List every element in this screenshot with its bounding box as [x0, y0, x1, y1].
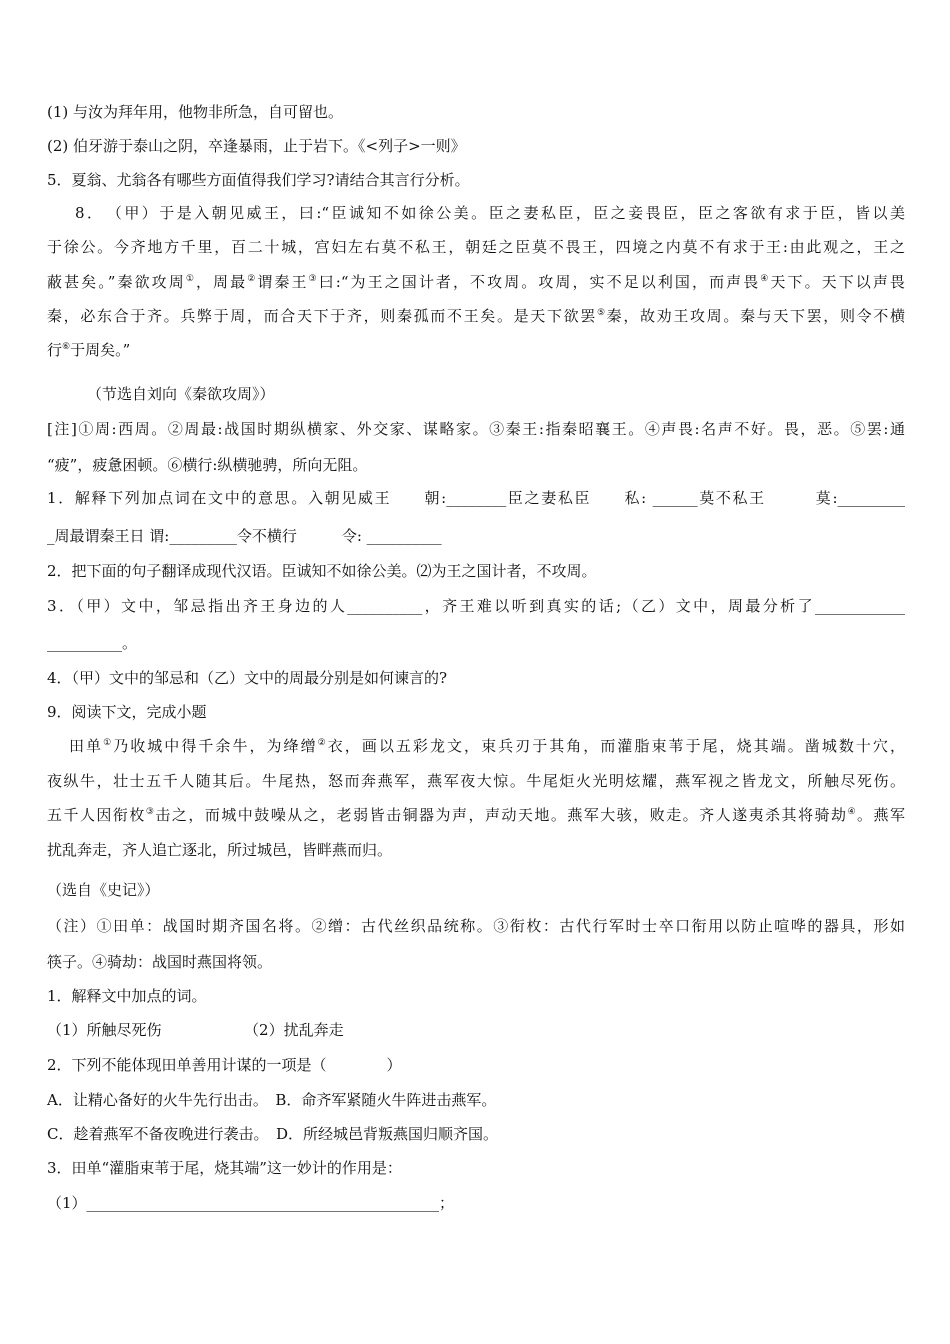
- text-segment: 筷子。④骑劫：战国时燕国将领。: [47, 953, 273, 971]
- text-line: [47, 879, 905, 901]
- text-line: [47, 804, 905, 826]
- text-segment: （节选自刘向《秦欲攻周》）: [87, 385, 275, 403]
- text-segment: 4．（甲）文中的邹忌和（乙）文中的周最分别是如何谏言的?: [47, 669, 448, 687]
- text-line: [47, 770, 905, 792]
- text-segment: 于徐公。今齐地方千里，百二十城，宫妇左右莫不私王，朝廷之臣莫不畏王，四境之内莫不有求于王:由此观之，王之: [47, 238, 905, 256]
- text-line: [47, 985, 905, 1007]
- text-segment: 于周矣。”: [70, 341, 131, 359]
- footnote-marker: ①: [103, 738, 114, 748]
- text-line: [47, 236, 905, 258]
- text-line: [47, 915, 905, 937]
- text-segment: C．趁着燕军不备夜晚进行袭击。 D．所经城邑背叛燕国归顺齐国。: [47, 1125, 499, 1143]
- text-segment: (1) 与汝为拜年用，他物非所急，自可留也。: [47, 103, 344, 121]
- text-line: [47, 632, 905, 654]
- text-segment: 秦，故劝王攻周。秦与天下罢，则令不横: [606, 307, 905, 325]
- text-line: [47, 101, 905, 123]
- text-segment: 曰:“为王之国计者，不攻周。攻周，实不足以利国，而声畏: [318, 273, 761, 291]
- text-line: [47, 839, 905, 861]
- text-line: [87, 383, 905, 405]
- text-line: [47, 1192, 905, 1214]
- text-line: [47, 454, 905, 476]
- text-segment: 扰乱奔走，齐人追亡逐北，所过城邑，皆畔燕而归。: [47, 841, 393, 859]
- text-segment: ，周最: [195, 273, 248, 291]
- text-segment: 五千人因衔枚: [47, 806, 146, 824]
- text-line: [69, 735, 905, 757]
- text-segment: 2．把下面的句子翻译成现代汉语。臣诚知不如徐公美。⑵为王之国计者，不攻周。: [47, 562, 597, 580]
- text-segment: [注]①周:西周。②周最:战国时期纵横家、外交家、谋略家。③秦王:指秦昭襄王。④声畏:名声不好。畏，恶。⑤罢:通: [47, 420, 905, 438]
- text-segment: (2) 伯牙游于泰山之阴，卒逢暴雨，止于岩下。《<列子>一则》: [47, 137, 466, 155]
- text-line: [47, 1054, 905, 1076]
- text-segment: 3．田单“灌脂束苇于尾，烧其端”这一妙计的作用是：: [47, 1159, 402, 1177]
- text-line: [47, 951, 905, 973]
- text-segment: 。燕军: [857, 806, 905, 824]
- text-segment: （1）所触尽死伤 （2）扰乱奔走: [47, 1021, 344, 1039]
- text-segment: 行: [47, 341, 63, 359]
- text-segment: 衣，画以五彩龙文，束兵刃于其角，而灌脂束苇于尾，烧其端。凿城数十穴，: [327, 737, 905, 755]
- text-segment: 8． （甲）于是入朝见威王，曰:“臣诚知不如徐公美。臣之妻私臣，臣之妾畏臣，臣之客欲有求于臣，皆以美: [75, 204, 905, 222]
- footnote-marker: ③: [308, 274, 319, 284]
- text-segment: 击之，而城中鼓噪从之，老弱皆击铜器为声，声动天地。燕军大骇，败走。齐人遂夷杀其将骑劫: [155, 806, 848, 824]
- text-segment: A．让精心备好的火牛先行出击。 B．命齐军紧随火牛阵进击燕军。: [47, 1091, 497, 1109]
- text-segment: 秦，必东合于齐。兵弊于周，而合天下于齐，则秦孤而不王矣。是天下欲罢: [47, 307, 597, 325]
- text-segment: （1）_______________________________________________；: [47, 1194, 455, 1212]
- text-line: [47, 271, 905, 293]
- text-line: [47, 305, 905, 327]
- text-line: [47, 595, 905, 617]
- text-line: [47, 560, 905, 582]
- text-segment: 9．阅读下文，完成小题: [47, 703, 207, 721]
- text-line: [47, 667, 905, 689]
- text-line: [47, 339, 905, 361]
- text-segment: 1．解释文中加点的词。: [47, 987, 207, 1005]
- text-segment: （选自《史记》）: [47, 881, 160, 899]
- footnote-marker: ⑤: [596, 308, 607, 318]
- text-segment: __________。: [47, 634, 138, 652]
- text-segment: 3．（甲）文中，邹忌指出齐王身边的人__________，齐王难以听到真实的话;（乙）文中，周最分析了____________: [47, 597, 905, 615]
- text-line: [47, 169, 905, 191]
- text-line: [47, 525, 905, 547]
- footnote-marker: ②: [247, 274, 258, 284]
- footnote-marker: ②: [317, 738, 328, 748]
- text-segment: （注）①田单：战国时期齐国名将。②缯：古代丝织品统称。③衔枚：古代行军时士卒口衔用以防止喧哗的器具，形如: [47, 917, 905, 935]
- text-line: [47, 1089, 905, 1111]
- text-segment: 田单: [69, 737, 104, 755]
- text-segment: 5．夏翁、尤翁各有哪些方面值得我们学习?请结合其言行分析。: [47, 171, 470, 189]
- text-line: [47, 418, 905, 440]
- text-segment: “疲”，疲惫困顿。⑥横行:纵横驰骋，所向无阻。: [47, 456, 368, 474]
- text-line: [47, 701, 905, 723]
- text-segment: 谓秦王: [257, 273, 309, 291]
- footnote-marker: ④: [847, 807, 858, 817]
- text-segment: 夜纵牛，壮士五千人随其后。牛尾热，怒而奔燕军，燕军夜大惊。牛尾炬火光明炫耀，燕军视之皆龙文，所触尽死伤。: [47, 772, 905, 790]
- text-segment: 蔽甚矣。”秦欲攻周: [47, 273, 186, 291]
- text-line: [47, 1019, 905, 1041]
- text-segment: 1．解释下列加点词在文中的意思。入朝见威王 朝:________臣之妻私臣 私: ______莫不私王 莫:_________: [47, 489, 905, 507]
- footnote-marker: ③: [145, 807, 156, 817]
- text-segment: 2．下列不能体现田单善用计谋的一项是（ ）: [47, 1056, 402, 1074]
- text-line: [47, 1123, 905, 1145]
- text-line: [47, 135, 905, 157]
- text-line: [47, 1157, 905, 1179]
- text-line: [75, 202, 905, 224]
- footnote-marker: ⑥: [62, 342, 71, 352]
- text-segment: _周最谓秦王日 谓:_________令不横行 令: __________: [47, 527, 442, 545]
- text-line: [47, 487, 905, 509]
- text-segment: 乃收城中得千余牛，为绛缯: [113, 737, 318, 755]
- footnote-marker: ①: [185, 274, 196, 284]
- footnote-marker: ④: [760, 274, 771, 284]
- text-segment: 天下。天下以声畏: [770, 273, 905, 291]
